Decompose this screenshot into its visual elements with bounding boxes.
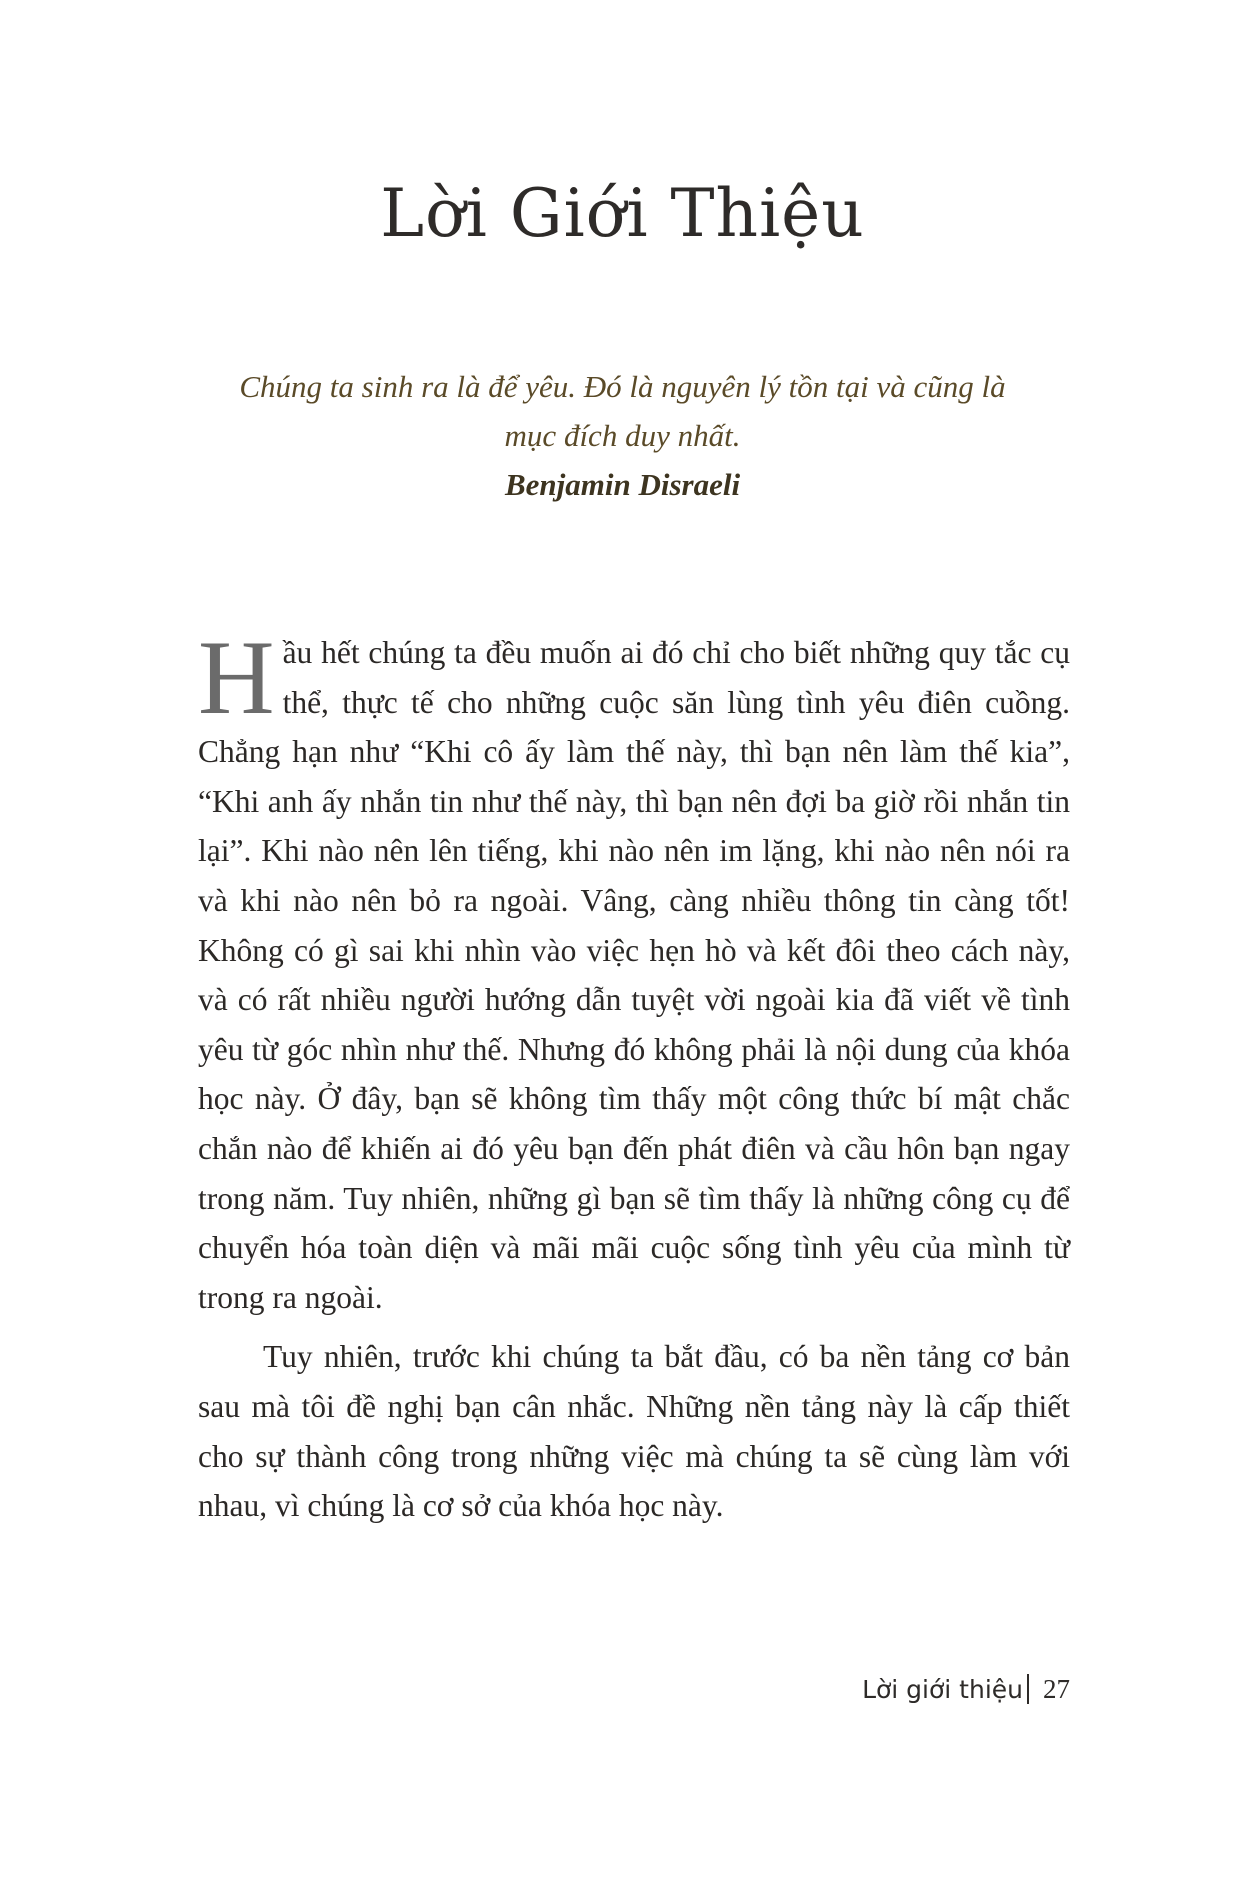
epigraph-author: Benjamin Disraeli	[504, 467, 741, 502]
paragraph-2: Tuy nhiên, trước khi chúng ta bắt đầu, có ba nền tảng cơ bản sau mà tôi đề nghị bạn cân nhắc. Những nền tảng này là cấp thiết cho sự thành công trong những việc mà chúng ta sẽ cùng làm với nhau, vì chúng là cơ sở của khóa học này.	[198, 1339, 1070, 1524]
running-title: Lời giới thiệu	[862, 1675, 1023, 1704]
paragraph-1-text: ầu hết chúng ta đều muốn ai đó chỉ cho biết những quy tắc cụ thể, thực tế cho những cuộc săn lùng tình yêu điên cuồng. Chẳng hạn như “Khi cô ấy làm thế này, thì bạn nên làm thế kia”, “Khi anh ấy nhắn tin như thế này, thì bạn nên đợi ba giờ rồi nhắn tin lại”. Khi nào nên lên tiếng, khi nào nên im lặng, khi nào nên nói ra và khi nào nên bỏ ra ngoài. Vâng, càng nhiều thông tin càng tốt! Không có gì sai khi nhìn vào việc hẹn hò và kết đôi theo cách này, và có rất nhiều người hướng dẫn tuyệt vời ngoài kia đã viết về tình yêu từ góc nhìn như thế. Nhưng đó không phải là nội dung của khóa học này. Ở đây, bạn sẽ không tìm thấy một công thức bí mật chắc chắn nào để khiến ai đó yêu bạn đến phát điên và cầu hôn bạn ngay trong năm. Tuy nhiên, những gì bạn sẽ tìm thấy là những công cụ để chuyển hóa toàn diện và mãi mãi cuộc sống tình yêu của mình từ trong ra ngoài.	[198, 635, 1070, 1315]
epigraph	[220, 362, 1025, 509]
body-text	[198, 619, 1070, 1531]
drop-cap: H	[198, 619, 275, 736]
page-number: 27	[1043, 1674, 1070, 1704]
epigraph-quote: Chúng ta sinh ra là để yêu. Đó là nguyên lý tồn tại và cũng là mục đích duy nhất.	[239, 369, 1006, 453]
chapter-title: Lời Giới Thiệu	[380, 175, 865, 252]
footer-separator	[1027, 1674, 1029, 1704]
page-footer	[700, 1674, 1070, 1705]
paragraph-1	[198, 619, 1070, 1322]
